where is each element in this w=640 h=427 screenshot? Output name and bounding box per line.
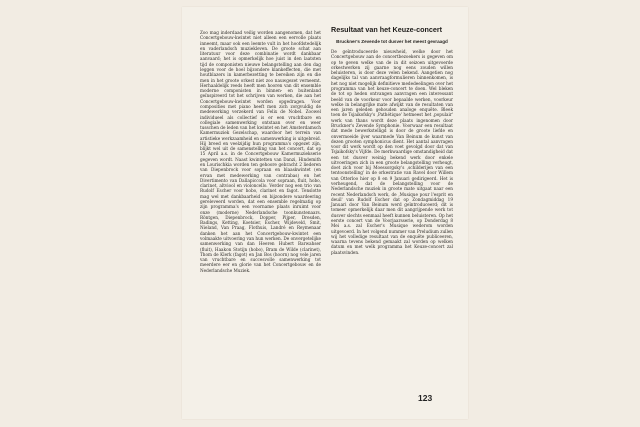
article-subtitle: Bruckner's Zevende tot dusver het meest gevraagd <box>336 39 448 44</box>
right-article-column <box>331 25 453 255</box>
left-article-body: Zoo mag inderdaad veilig worden aangenomen, dat het Concertgebouw-kwintet niet alleen een eervolle plaats inneemt, maar ook een leemte vult in het hoofdstedelijk en vaderlandsch muziekleven. De groote schat aan literatuur voor deze combinatie wordt dankbaar aanvaard; het is opmerkelijk hoe juist in den laatsten tijd de componisten nieuwe belangstelling aan den dag leggen voor de hoel bijzondere klankeffecten, die met houtblazers in kamerbezetting te bereiken zijn en die men in het groote orkest niet zoo nauwgezet verneemt. Herhaaldelijk reeds heeft men hooren van dit ensemble moderne componisten in binnen- en buitenland geïnspireerd tot het schrijven van werken, die aan het Concertgebouw-kwintet worden opgedragen. Voor composities met piano heeft men zich zorgvuldig de medewerking verzekerd van Felix de Nobel. Zoowel individueel als collectief is er een vruchtbare en collegiale samenwerking ontstaan over en weer tusschen de leden van het kwintet en het Amsterdamsch Kamermuziek Gezelschap, waardoor het terrein van artistieke werkzaamheid en samenwerking is uitgebreid. Hij breed en veelzijdig hun programma's opgezet zijn, blijkt wel uit de samenstelling van het concert, dat op 15 April a.s. in de Concertgebouw Kamermuziekserie gegeven wordt. Naast kwintetten van Danzi, Hindemith en Lourischkia worden ten gehoore gebracht 2 liederen van Diepenbrock voor sopraan en blaaskwintet (en ervan met medewerking van contrabas) en het Divertimento van Dallapiccola voor sopraan, fluit, hobo, clarinet, altviool en violoncello. Verder nog een trio van Rudolf Escher voor hobo, clarinet en fagot. Tenslotte mag wel met dankbaarheid en bijzondere waardeering gereleveerd worden, dat een ensemble regelmatig op zijn programma's een voorname plaats inruimt voor onze (moderne) Nederlandsche toonkunstenaars. Röntgen, Diepenbrock, Dopper, Pijper, Dresden, Badings, Ketting, Koetsier, Escher, Wijdeveld, Smit, Nieland, Van Praag, Flothuis, Landré en Reymenaar danken het aan het Concertgebouw-kwintet een volmaakte uitvoering van hun werken. De onvergetelijke samenwerking van dan Heeren Hubert Barwahser (fluit), Haakon Stotijn (hobo), Bram de Wilde (clarinet), Thom de Klerk (fagot) en Jan Bos (hoorn) nog vele jaren van vruchtbare en succesvolle samenwerking tot meerdere eer en glorie van het Concertgebouw en de Nederlandsche Muziek. <box>200 30 321 273</box>
magazine-page <box>182 7 468 419</box>
article-title: Resultaat van het Keuze-concert <box>331 25 443 34</box>
page-number: 123 <box>418 393 433 403</box>
right-article-body: De geïntroduceerde nieuwheid, welke door het Concertgebouw aan de concertbezoekers is gegeven om op te geven welke van de in dit seizoen uitgevoerde orkestwerken zij gaarne nog eens zouden willen beluisteren, is door deze velen bekend. Aangetien nog dagelijks tal van aanvraagformulieren binnenkomen, is het nog niet mogelijk definitieve mededeelingen over het programma van het keuze-concert te doen. Wel bleken de tot op heden ontvangen aanvragen een interessant beeld van de voorkeur voor bepaalde werken, voorkeur welke in belangrijke mate afwijkt van de resultaten van een jaren geleden gehouden analoge enquête. Bleek toen de Tsjaikofsky's ‚Pathétique' hetmeest het ‚populair' werk van thans wordt deze plaats ingenomen door Bruckner's Zevende Symphonie. Voorwaar een resultaat dat mede bewerkstelligd is door de groote liefde en onvermoeide ijver waarmede Van Beinum de kunst van dezen grooten symphonicus dient. Het aantal aanvragen voor dit werk wordt op den voet gevolgd door dat van Tsjaikofsky's Vijfde. De merkwaardige omstandigheid dat een tot dusver weinig bekend werk door enkele uitvoeringen zich in een groote belangstelling verheugt, doet zich voor bij Moessorgsky's ‚schilderijen van een tentoonstelling' in de orkestratie van Ravel door Willem van Otterloo hier op 8 en 9 Januari gedirigeerd. Het is verheugend, dat de belangstelling voor de Nederlandsche muziek in groote mate uitgaat naar een recent Nederlandsch werk, de ‚Musique pour l'esprit en deuil' van Rudolf Escher dat op Zondagmiddag 19 Januari door Van Beinum werd geïntroduceerd; dit is tomeer opmerkelijk daar men dit aangrijpende werk tot dusver slechts eenmaal heeft kunnen beluisteren. Op het eerste concert van de Voorjaarsserie, op Donderdag 8 Mei a.s. zal Escher's Musique wederom worden uitgevoerd. In het volgend nummer van Preludium zullen wij het volledige resultaat van de enquête publiceeren, waarna tevens bekend gemaakt zal worden op welken datum en met welk programma het Keuze-concert zal plaatsvinden. <box>331 49 453 255</box>
left-article-column <box>200 30 321 273</box>
